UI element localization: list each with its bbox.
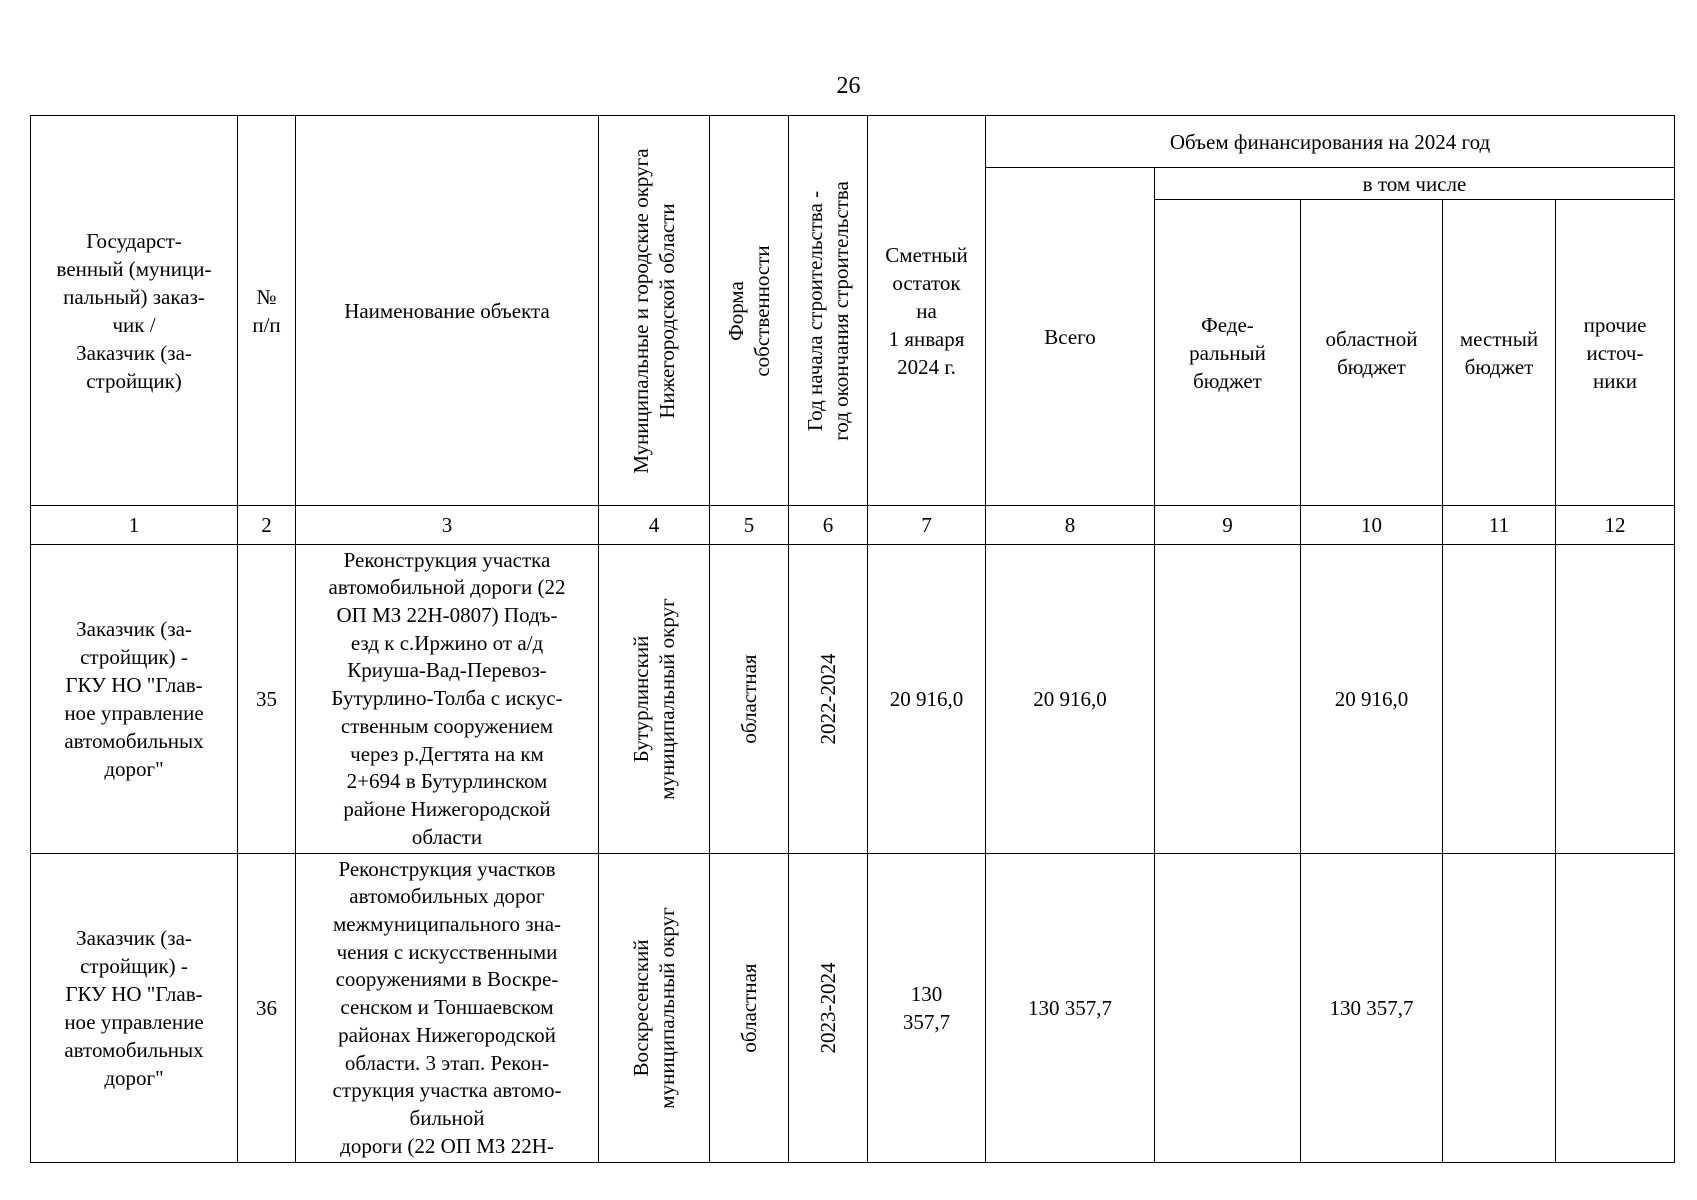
ownership-cell: областная	[710, 854, 789, 1163]
header-num: № п/п	[238, 116, 296, 506]
header-total: Всего	[986, 168, 1155, 506]
column-numbers-row	[31, 506, 1675, 545]
column-number: 10	[1301, 506, 1443, 545]
header-estimate-remainder: Сметный остаток на 1 января 2024 г.	[868, 116, 986, 506]
municipality-cell: Воскресенский муниципальный округ	[599, 854, 710, 1163]
page-number: 26	[836, 73, 861, 99]
column-number: 11	[1443, 506, 1556, 545]
header-other: прочие источ- ники	[1556, 200, 1675, 506]
total-cell: 20 916,0	[986, 545, 1155, 854]
header-local: местный бюджет	[1443, 200, 1556, 506]
header-financing-title: Объем финансирования на 2024 год	[986, 116, 1675, 168]
customer-cell: Заказчик (за- стройщик) - ГКУ НО "Глав- ное управление автомобильных дорог"	[31, 854, 238, 1163]
object-name-cell: Реконструкция участка автомобильной дороги (22 ОП МЗ 22Н-0807) Подъ- езд к с.Иржино от а/д Криуша-Вад-Перевоз- Бутурлино-Толба с искус- ственным сооружением через р.Дегтята на км 2+694 в Бутурлинском районе Нижегородской области	[296, 545, 599, 854]
column-number: 4	[599, 506, 710, 545]
customer-cell: Заказчик (за- стройщик) - ГКУ НО "Глав- ное управление автомобильных дорог"	[31, 545, 238, 854]
header-years: Год начала строительства - год окончания строительства	[789, 116, 868, 506]
row-number: 35	[238, 545, 296, 854]
estimate-remainder-cell: 20 916,0	[868, 545, 986, 854]
column-number: 2	[238, 506, 296, 545]
header-federal: Феде- ральный бюджет	[1155, 200, 1301, 506]
column-number: 1	[31, 506, 238, 545]
years-cell: 2023-2024	[789, 854, 868, 1163]
years-cell: 2022-2024	[789, 545, 868, 854]
column-number: 7	[868, 506, 986, 545]
other-cell	[1556, 854, 1675, 1163]
header-customer: Государст- венный (муници- пальный) заказ- чик / Заказчик (за- стройщик)	[31, 116, 238, 506]
federal-cell	[1155, 854, 1301, 1163]
column-number: 12	[1556, 506, 1675, 545]
column-number: 3	[296, 506, 599, 545]
row-number: 36	[238, 854, 296, 1163]
estimate-remainder-cell: 130 357,7	[868, 854, 986, 1163]
header-row-1	[31, 116, 1675, 168]
header-ownership: Форма собственности	[710, 116, 789, 506]
table-row	[31, 545, 1675, 854]
column-number: 6	[789, 506, 868, 545]
column-number: 8	[986, 506, 1155, 545]
column-number: 5	[710, 506, 789, 545]
object-name-cell: Реконструкция участков автомобильных дорог межмуниципального зна- чения с искусственными сооружениями в Воскре- сенском и Тоншаевском районах Нижегородской области. 3 этап. Рекон- струкция участка автомо- бильной дороги (22 ОП МЗ 22Н-	[296, 854, 599, 1163]
regional-cell: 130 357,7	[1301, 854, 1443, 1163]
local-cell	[1443, 854, 1556, 1163]
municipality-cell: Бутурлинский муниципальный округ	[599, 545, 710, 854]
local-cell	[1443, 545, 1556, 854]
header-including: в том числе	[1155, 168, 1675, 200]
header-object-name: Наименование объекта	[296, 116, 599, 506]
header-municipality: Муниципальные и городские округа Нижегородской области	[599, 116, 710, 506]
header-regional: областной бюджет	[1301, 200, 1443, 506]
total-cell: 130 357,7	[986, 854, 1155, 1163]
financing-table	[30, 115, 1675, 1163]
other-cell	[1556, 545, 1675, 854]
regional-cell: 20 916,0	[1301, 545, 1443, 854]
table-row	[31, 854, 1675, 1163]
column-number: 9	[1155, 506, 1301, 545]
federal-cell	[1155, 545, 1301, 854]
ownership-cell: областная	[710, 545, 789, 854]
